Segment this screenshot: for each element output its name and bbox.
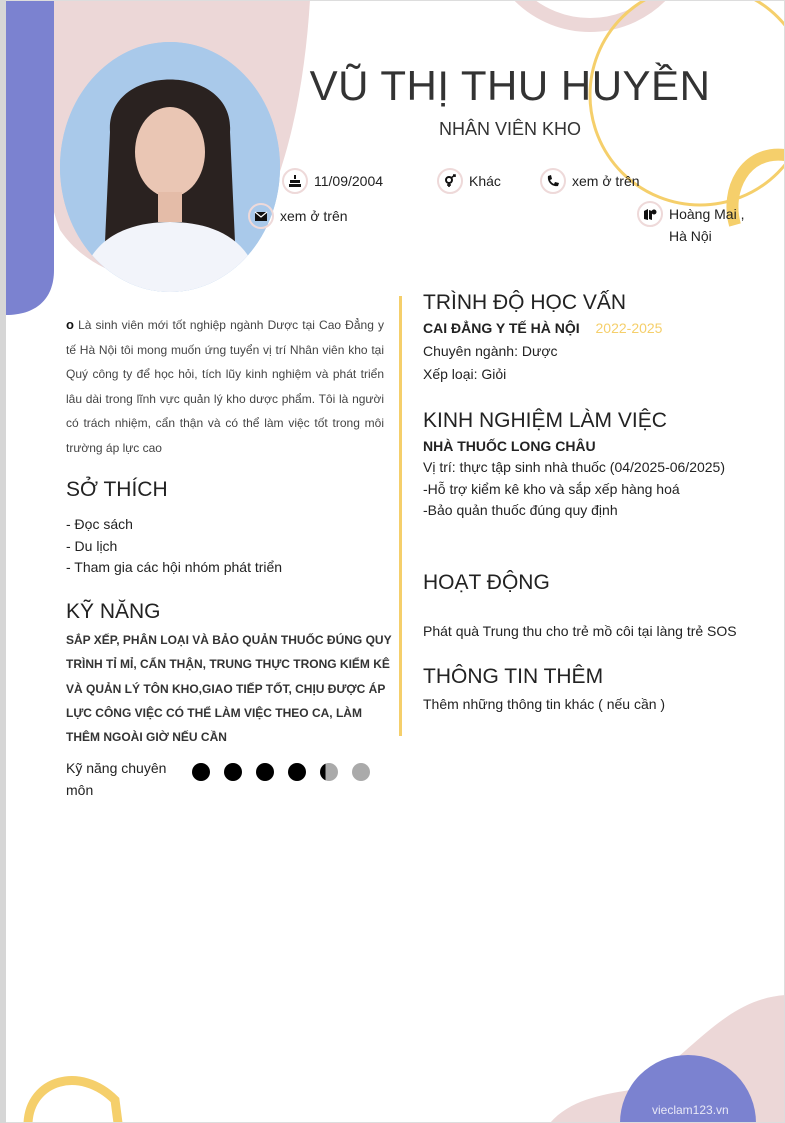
profile-photo: [60, 42, 280, 292]
address-line2: Hà Nội: [669, 228, 712, 244]
skill-rating-dots: [192, 763, 370, 781]
rating-dot: [320, 763, 338, 781]
extra-info-heading: THÔNG TIN THÊM: [423, 665, 604, 688]
education-details: [423, 340, 558, 386]
email-info: [248, 205, 348, 229]
education-major: Chuyên ngành: Dược: [423, 343, 558, 359]
hobbies-list: [66, 514, 282, 579]
education-years: 2022-2025: [595, 320, 663, 336]
skills-heading: KỸ NĂNG: [66, 600, 161, 623]
experience-line: -Bảo quản thuốc đúng quy định: [423, 502, 618, 518]
hobbies-heading: SỞ THÍCH: [66, 478, 168, 501]
education-grade: Xếp loại: Giỏi: [423, 366, 507, 382]
rating-dot: [192, 763, 210, 781]
address-line1: Hoàng Mai ,: [669, 206, 745, 222]
gender-info: [437, 170, 501, 194]
gender-icon: [437, 168, 463, 194]
skill-rating-label: Kỹ năng chuyên môn: [66, 760, 167, 798]
job-title: NHÂN VIÊN KHO: [438, 119, 582, 139]
skills-description: SẮP XẾP, PHÂN LOẠI VÀ BẢO QUẢN THUỐC ĐÚNG QUY TRÌNH TỈ MỈ, CẨN THẬN, TRUNG THỰC TRONG KIỂM KÊ VÀ QUẢN LÝ TÔN KHO,GIAO TIẾP TỐT, CHỊU ĐƯỢC ÁP LỰC CÔNG VIỆC CÓ THỂ LÀM VIỆC THEO CA, LÀM THÊM NGOÀI GIỜ NẾU CẦN: [66, 633, 392, 745]
rating-dot: [256, 763, 274, 781]
extra-info-text: Thêm những thông tin khác ( nếu cần ): [423, 696, 666, 712]
education-school-row: [423, 320, 662, 336]
watermark: vieclam123.vn: [652, 1103, 729, 1117]
hobby-item: - Du lịch: [66, 537, 118, 554]
experience-company: NHÀ THUỐC LONG CHÂU: [423, 438, 596, 454]
rating-dot: [352, 763, 370, 781]
experience-heading: KINH NGHIỆM LÀM VIỆC: [423, 409, 667, 432]
birthday-cake-icon: [282, 168, 308, 194]
activities-heading: HOẠT ĐỘNG: [423, 571, 550, 594]
experience-details: [423, 457, 725, 522]
column-divider: [399, 296, 402, 736]
phone-value: xem ở trên: [572, 173, 640, 189]
objective-bullet: o: [66, 317, 74, 332]
envelope-icon: [248, 203, 274, 229]
gender-value: Khác: [469, 173, 501, 189]
rating-dot: [288, 763, 306, 781]
email-value: xem ở trên: [280, 208, 348, 224]
phone-info: [540, 170, 640, 194]
birthday-info: [282, 170, 383, 194]
phone-icon: [540, 168, 566, 194]
birthday-value: 11/09/2004: [314, 173, 384, 189]
career-objective: [66, 313, 384, 460]
objective-text: Là sinh viên mới tốt nghiệp ngành Dược tại Cao Đẳng y tế Hà Nội tôi mong muốn ứng tuyển vị trí Nhân viên kho tại Quý công ty để học hỏi, tích lũy kinh nghiệm và phát triển lâu dài trong lĩnh vực quản lý kho dược phẩm. Tôi là người có trách nhiệm, cẩn thận và có thể làm việc tốt trong môi trường áp lực cao: [66, 318, 384, 455]
hobby-item: - Tham gia các hội nhóm phát triển: [66, 559, 283, 575]
experience-line: Vị trí: thực tập sinh nhà thuốc (04/2025-06/2025): [423, 459, 726, 475]
activities-text: Phát quà Trung thu cho trẻ mồ côi tại làng trẻ SOS: [423, 623, 737, 639]
candidate-name: VŨ THỊ THU HUYỀN: [309, 62, 711, 109]
rating-dot: [224, 763, 242, 781]
experience-line: -Hỗ trợ kiểm kê kho và sắp xếp hàng hoá: [423, 480, 680, 497]
address-info: [637, 203, 744, 247]
education-heading: TRÌNH ĐỘ HỌC VẤN: [423, 291, 627, 314]
map-icon: [637, 201, 663, 227]
school-name: CAI ĐẲNG Y TẾ HÀ NỘI: [423, 320, 580, 336]
hobby-item: - Đọc sách: [66, 516, 133, 532]
